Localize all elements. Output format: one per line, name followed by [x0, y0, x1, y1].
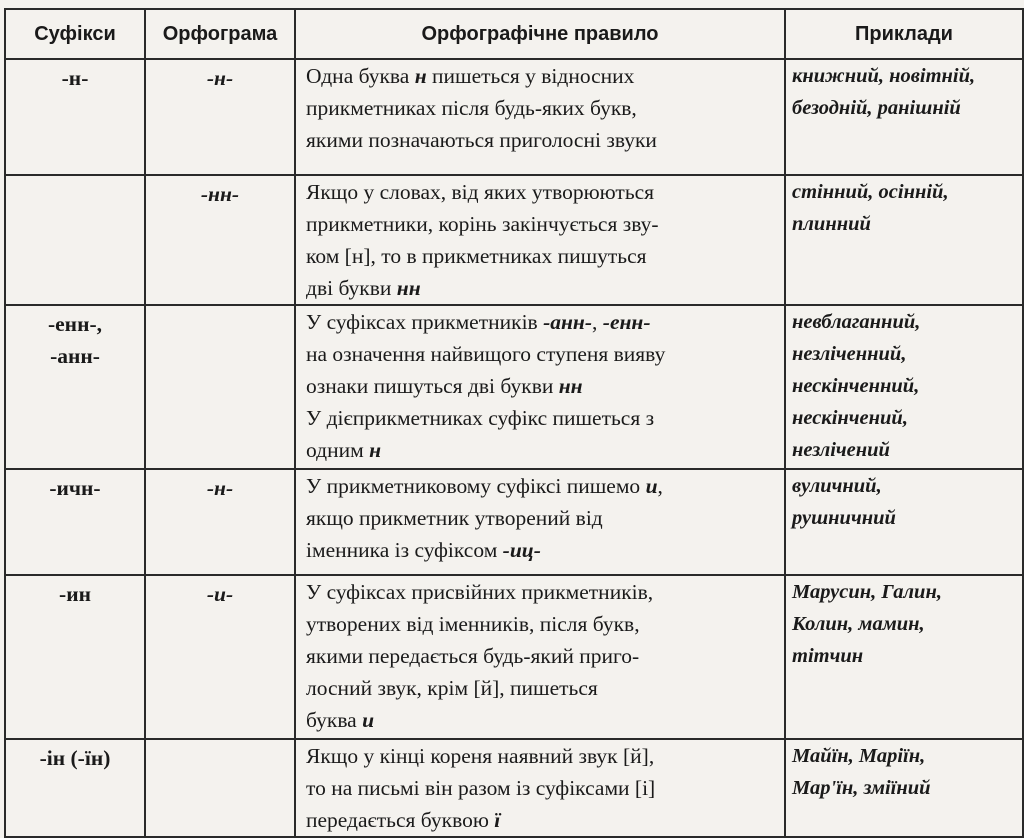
orthogram-cell: -и- — [145, 575, 295, 739]
suffix-text: -ин — [59, 582, 91, 606]
rule-line: лосний звук, крім [й], пишеться — [306, 676, 598, 700]
example-line: безодній, ранішній — [792, 97, 961, 119]
example-line: плинний — [792, 213, 871, 235]
examples-cell — [785, 739, 1023, 837]
examples-cell — [785, 175, 1023, 305]
example-line: Мар'їн, зміїний — [792, 777, 931, 799]
rule-line: одним н — [306, 438, 381, 462]
example-line: незлічений — [792, 439, 890, 461]
suffix-text: -анн- — [50, 344, 100, 368]
table-row — [5, 305, 1023, 469]
example-line: книжний, новітній, — [792, 65, 976, 87]
example-line: стінний, осінній, — [792, 181, 949, 203]
rule-cell — [295, 305, 785, 469]
example-line: незліченний, — [792, 343, 907, 365]
rule-line: то на письмі він разом із суфіксами [і] — [306, 776, 656, 800]
example-line: нескінченний, — [792, 375, 920, 397]
suffix-cell — [5, 575, 145, 739]
examples-cell — [785, 305, 1023, 469]
rule-line: буква и — [306, 708, 375, 732]
rule-cell — [295, 575, 785, 739]
orthogram-cell — [145, 305, 295, 469]
rule-line: У суфіксах присвійних прикметників, — [306, 580, 654, 604]
table-row — [5, 175, 1023, 305]
examples-cell — [785, 575, 1023, 739]
rule-line: Якщо у кінці кореня наявний звук [й], — [306, 744, 655, 768]
rule-line: на означення найвищого ступеня вияву — [306, 342, 666, 366]
example-line: Майїн, Маріїн, — [792, 745, 926, 767]
rule-cell — [295, 469, 785, 575]
header-orthogram: Орфограма — [145, 9, 295, 59]
rule-cell — [295, 59, 785, 175]
rule-line: якими передається будь-який приго- — [306, 644, 640, 668]
example-line: Марусин, Галин, — [792, 581, 942, 603]
spelling-rules-table — [4, 8, 1024, 838]
rule-line: передається буквою ї — [306, 808, 501, 832]
suffix-cell — [5, 59, 145, 175]
suffix-text: -н- — [61, 66, 89, 90]
rule-line: Одна буква н пишеться у відносних — [306, 64, 635, 88]
orthogram-cell — [145, 739, 295, 837]
rule-line: якими позначаються приголосні звуки — [306, 128, 657, 152]
rule-line: У суфіксах прикметників -анн-, -енн- — [306, 310, 651, 334]
rule-line: ознаки пишуться дві букви нн — [306, 374, 583, 398]
suffix-cell — [5, 175, 145, 305]
table-row — [5, 739, 1023, 837]
examples-cell — [785, 59, 1023, 175]
example-line: невблаганний, — [792, 311, 921, 333]
rule-line: прикметники, корінь закінчується зву- — [306, 212, 659, 236]
example-line: нескінчений, — [792, 407, 908, 429]
suffix-text: -ичн- — [49, 476, 101, 500]
examples-cell — [785, 469, 1023, 575]
rule-line: дві букви нн — [306, 276, 421, 300]
suffix-cell — [5, 469, 145, 575]
rule-line: Якщо у словах, від яких утворюються — [306, 180, 655, 204]
suffix-text: -ін (-їн) — [39, 746, 111, 770]
rule-line: прикметниках після будь-яких букв, — [306, 96, 637, 120]
table-row — [5, 59, 1023, 175]
suffix-cell — [5, 739, 145, 837]
header-suffixes: Суфікси — [5, 9, 145, 59]
header-rule: Орфографічне правило — [295, 9, 785, 59]
table-row — [5, 469, 1023, 575]
rule-line: іменника із суфіксом -иц- — [306, 538, 541, 562]
example-line: вуличний, — [792, 475, 882, 497]
header-row — [5, 9, 1023, 59]
orthogram-cell: -н- — [145, 59, 295, 175]
rule-line: якщо прикметник утворений від — [306, 506, 603, 530]
example-line: тітчин — [792, 645, 864, 667]
rule-cell — [295, 175, 785, 305]
header-examples: Приклади — [785, 9, 1023, 59]
rule-line: У прикметниковому суфіксі пишемо и, — [306, 474, 663, 498]
orthogram-cell: -н- — [145, 469, 295, 575]
example-line: рушничний — [792, 507, 896, 529]
suffix-text: -енн-, — [47, 312, 102, 336]
rule-line: ком [н], то в прикметниках пишуться — [306, 244, 647, 268]
rule-line: утворених від іменників, після букв, — [306, 612, 640, 636]
example-line: Колин, мамин, — [792, 613, 925, 635]
orthogram-cell: -нн- — [145, 175, 295, 305]
table-row — [5, 575, 1023, 739]
suffix-cell — [5, 305, 145, 469]
rule-line: У дієприкметниках суфікс пишеться з — [306, 406, 655, 430]
rule-cell — [295, 739, 785, 837]
